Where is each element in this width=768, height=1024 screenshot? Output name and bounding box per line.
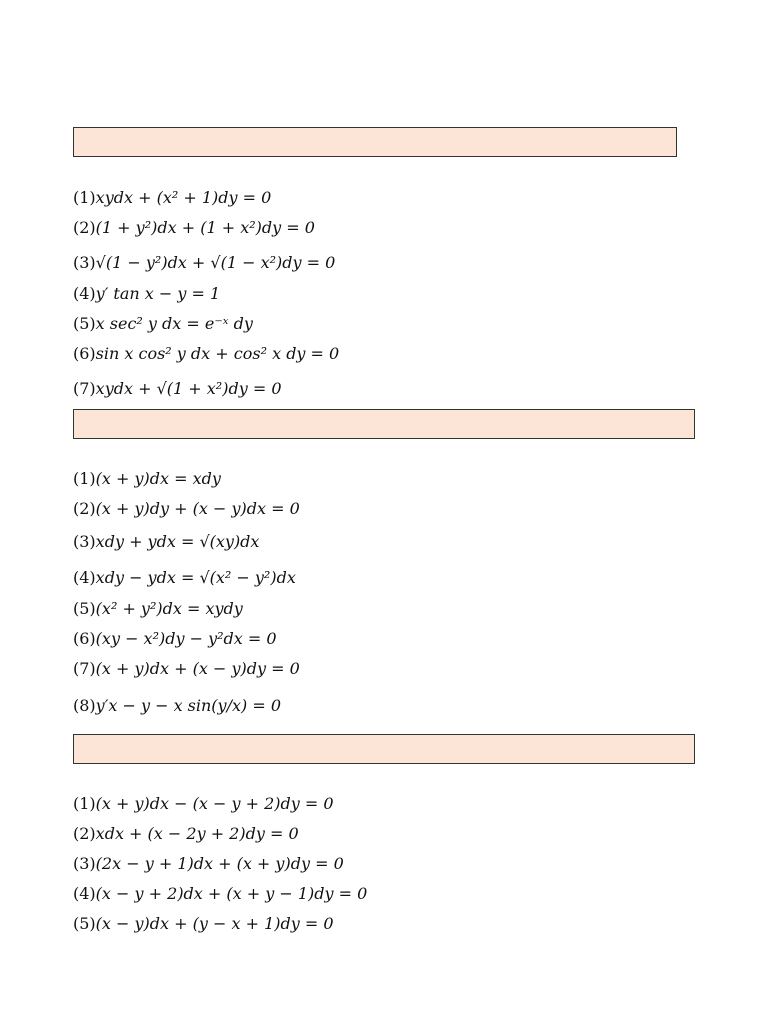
equation-3-5: (5)(x − y)dx + (y − x + 1)dy = 0	[73, 914, 334, 933]
section-header-box-1	[73, 127, 677, 157]
equation-1-3: (3)√(1 − y²)dx + √(1 − x²)dy = 0	[73, 253, 336, 272]
equation-2-1: (1)(x + y)dx = xdy	[73, 469, 221, 488]
equation-3-2: (2)xdx + (x − 2y + 2)dy = 0	[73, 824, 299, 843]
equation-2-2: (2)(x + y)dy + (x − y)dx = 0	[73, 499, 300, 518]
equation-1-5: (5)x sec² y dx = e⁻ˣ dy	[73, 314, 253, 333]
equation-1-7: (7)xydx + √(1 + x²)dy = 0	[73, 379, 282, 398]
equation-1-6: (6)sin x cos² y dx + cos² x dy = 0	[73, 344, 340, 363]
equation-1-1: (1)xydx + (x² + 1)dy = 0	[73, 188, 272, 207]
equation-2-4: (4)xdy − ydx = √(x² − y²)dx	[73, 568, 296, 587]
equation-2-8: (8)y′x − y − x sin(y/x) = 0	[73, 696, 281, 715]
equation-3-4: (4)(x − y + 2)dx + (x + y − 1)dy = 0	[73, 884, 368, 903]
equation-3-1: (1)(x + y)dx − (x − y + 2)dy = 0	[73, 794, 334, 813]
equation-2-5: (5)(x² + y²)dx = xydy	[73, 599, 243, 618]
equation-2-7: (7)(x + y)dx + (x − y)dy = 0	[73, 659, 300, 678]
section-header-box-3	[73, 734, 695, 764]
section-header-box-2	[73, 409, 695, 439]
equation-3-3: (3)(2x − y + 1)dx + (x + y)dy = 0	[73, 854, 344, 873]
equation-2-6: (6)(xy − x²)dy − y²dx = 0	[73, 629, 277, 648]
equation-1-4: (4)y′ tan x − y = 1	[73, 284, 221, 303]
equation-1-2: (2)(1 + y²)dx + (1 + x²)dy = 0	[73, 218, 315, 237]
equation-2-3: (3)xdy + ydx = √(xy)dx	[73, 532, 260, 551]
